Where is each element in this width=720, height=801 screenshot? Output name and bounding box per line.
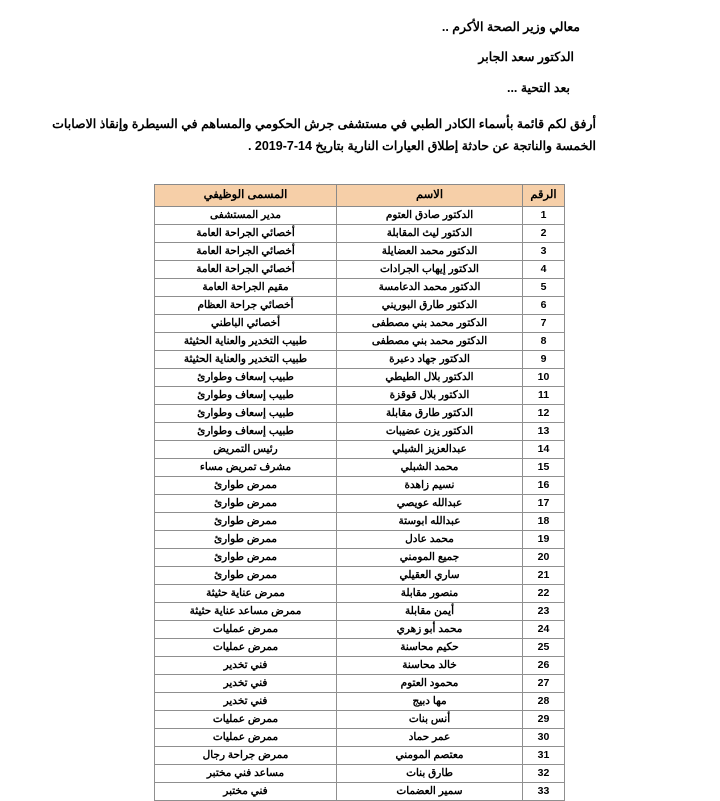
cell-job-title: ممرض جراحة رجال: [155, 746, 337, 764]
cell-job-title: فني تخدير: [155, 692, 337, 710]
cell-name: الدكتور بلال قوقزة: [337, 386, 523, 404]
cell-name: الدكتور محمد الدعامسة: [337, 278, 523, 296]
cell-job-title: مساعد فني مختبر: [155, 764, 337, 782]
cell-number: 3: [523, 242, 565, 260]
table-row: [155, 584, 565, 602]
table-header-row: [155, 184, 565, 206]
letter-line-greeting: بعد التحية ...: [506, 80, 570, 95]
table-row: [155, 530, 565, 548]
cell-job-title: ممرض عمليات: [155, 638, 337, 656]
cell-job-title: مقيم الجراحة العامة: [155, 278, 337, 296]
cell-job-title: ممرض طوارئ: [155, 530, 337, 548]
cell-name: الدكتور يزن عضيبات: [337, 422, 523, 440]
cell-job-title: طبيب إسعاف وطوارئ: [155, 422, 337, 440]
table-row: [155, 602, 565, 620]
cell-job-title: رئيس التمريض: [155, 440, 337, 458]
table-body: [155, 206, 565, 800]
table-row: [155, 764, 565, 782]
table-row: [155, 656, 565, 674]
cell-name: الدكتور محمد بني مصطفى: [337, 314, 523, 332]
table-row: [155, 710, 565, 728]
cell-name: الدكتور محمد العضايلة: [337, 242, 523, 260]
cell-name: الدكتور جهاد دعبرة: [337, 350, 523, 368]
cell-number: 29: [523, 710, 565, 728]
table-row: [155, 422, 565, 440]
column-header-name: الاسم: [337, 184, 523, 206]
cell-number: 30: [523, 728, 565, 746]
table-row: [155, 278, 565, 296]
table-header: [155, 184, 565, 206]
table-row: [155, 512, 565, 530]
cell-number: 26: [523, 656, 565, 674]
table-row: [155, 296, 565, 314]
table-row: [155, 548, 565, 566]
cell-number: 22: [523, 584, 565, 602]
cell-job-title: ممرض طوارئ: [155, 512, 337, 530]
cell-job-title: أخصائي الباطني: [155, 314, 337, 332]
cell-job-title: مشرف تمريض مساء: [155, 458, 337, 476]
cell-job-title: طبيب إسعاف وطوارئ: [155, 386, 337, 404]
roster-table-container: [155, 184, 565, 801]
cell-name: معتصم المومني: [337, 746, 523, 764]
cell-name: الدكتور إيهاب الجرادات: [337, 260, 523, 278]
table-row: [155, 242, 565, 260]
cell-number: 20: [523, 548, 565, 566]
cell-name: أيمن مقابلة: [337, 602, 523, 620]
cell-job-title: ممرض عناية حثيثة: [155, 584, 337, 602]
cell-number: 12: [523, 404, 565, 422]
cell-name: ساري العقيلي: [337, 566, 523, 584]
cell-number: 7: [523, 314, 565, 332]
cell-job-title: أخصائي جراحة العظام: [155, 296, 337, 314]
column-header-title: المسمى الوظيفي: [155, 184, 337, 206]
table-row: [155, 692, 565, 710]
cell-name: عبدالله عويصي: [337, 494, 523, 512]
cell-name: مها دبيج: [337, 692, 523, 710]
cell-name: محمد أبو زهري: [337, 620, 523, 638]
cell-name: الدكتور ليث المقابلة: [337, 224, 523, 242]
cell-number: 18: [523, 512, 565, 530]
table-row: [155, 620, 565, 638]
cell-number: 5: [523, 278, 565, 296]
table-row: [155, 368, 565, 386]
cell-number: 28: [523, 692, 565, 710]
table-row: [155, 386, 565, 404]
table-row: [155, 494, 565, 512]
cell-number: 33: [523, 782, 565, 800]
cell-job-title: ممرض طوارئ: [155, 548, 337, 566]
cell-number: 8: [523, 332, 565, 350]
table-row: [155, 440, 565, 458]
cell-job-title: طبيب إسعاف وطوارئ: [155, 404, 337, 422]
table-row: [155, 728, 565, 746]
cell-name: عبدالله ابوستة: [337, 512, 523, 530]
letter-heading: [28, 18, 692, 98]
cell-job-title: أخصائي الجراحة العامة: [155, 242, 337, 260]
cell-name: طارق بنات: [337, 764, 523, 782]
cell-number: 16: [523, 476, 565, 494]
cell-name: عمر حماد: [337, 728, 523, 746]
cell-job-title: أخصائي الجراحة العامة: [155, 224, 337, 242]
cell-number: 19: [523, 530, 565, 548]
cell-job-title: فني تخدير: [155, 674, 337, 692]
table-row: [155, 458, 565, 476]
cell-name: خالد محاسنة: [337, 656, 523, 674]
cell-number: 25: [523, 638, 565, 656]
cell-number: 2: [523, 224, 565, 242]
cell-job-title: فني مختبر: [155, 782, 337, 800]
cell-job-title: ممرض عمليات: [155, 620, 337, 638]
table-row: [155, 476, 565, 494]
cell-number: 24: [523, 620, 565, 638]
cell-name: حكيم محاسنة: [337, 638, 523, 656]
cell-name: الدكتور صادق العتوم: [337, 206, 523, 224]
cell-number: 11: [523, 386, 565, 404]
cell-name: سمير العضمات: [337, 782, 523, 800]
table-row: [155, 638, 565, 656]
cell-job-title: ممرض عمليات: [155, 728, 337, 746]
cell-job-title: ممرض طوارئ: [155, 494, 337, 512]
table-row: [155, 350, 565, 368]
cell-number: 6: [523, 296, 565, 314]
cell-job-title: أخصائي الجراحة العامة: [155, 260, 337, 278]
table-row: [155, 314, 565, 332]
letter-body-paragraph: أرفق لكم قائمة بأسماء الكادر الطبي في مستشفى جرش الحكومي والمساهم في السيطرة وإنقاذ الاصابات الخمسة والناتجة عن حادثة إطلاق العيارات النارية بتاريخ 14-7-2019 .: [52, 117, 596, 153]
cell-name: أنس بنات: [337, 710, 523, 728]
cell-number: 1: [523, 206, 565, 224]
cell-number: 27: [523, 674, 565, 692]
cell-job-title: ممرض مساعد عناية حثيثة: [155, 602, 337, 620]
letter-line-minister: معالي وزير الصحة الأكرم ..: [441, 20, 580, 34]
cell-job-title: طبيب التخدير والعناية الحثيثة: [155, 332, 337, 350]
cell-number: 15: [523, 458, 565, 476]
table-row: [155, 332, 565, 350]
roster-table: [154, 184, 565, 801]
table-row: [155, 674, 565, 692]
cell-name: الدكتور طارق البوريني: [337, 296, 523, 314]
cell-job-title: ممرض عمليات: [155, 710, 337, 728]
table-row: [155, 224, 565, 242]
cell-name: نسيم زاهدة: [337, 476, 523, 494]
cell-job-title: طبيب إسعاف وطوارئ: [155, 368, 337, 386]
cell-name: الدكتور بلال الطيطي: [337, 368, 523, 386]
cell-job-title: ممرض طوارئ: [155, 476, 337, 494]
cell-number: 32: [523, 764, 565, 782]
cell-number: 17: [523, 494, 565, 512]
table-row: [155, 404, 565, 422]
cell-number: 31: [523, 746, 565, 764]
cell-name: محمد عادل: [337, 530, 523, 548]
cell-job-title: ممرض طوارئ: [155, 566, 337, 584]
cell-name: عبدالعزيز الشبلي: [337, 440, 523, 458]
table-row: [155, 260, 565, 278]
column-header-number: الرقم: [523, 184, 565, 206]
table-row: [155, 206, 565, 224]
cell-number: 23: [523, 602, 565, 620]
cell-number: 10: [523, 368, 565, 386]
cell-name: جميع المومني: [337, 548, 523, 566]
letter-line-name: الدكتور سعد الجابر: [478, 50, 574, 65]
cell-job-title: مدير المستشفى: [155, 206, 337, 224]
cell-number: 4: [523, 260, 565, 278]
cell-job-title: طبيب التخدير والعناية الحثيثة: [155, 350, 337, 368]
cell-name: منصور مقابلة: [337, 584, 523, 602]
table-row: [155, 782, 565, 800]
cell-name: الدكتور محمد بني مصطفى: [337, 332, 523, 350]
cell-name: محمود العتوم: [337, 674, 523, 692]
cell-number: 14: [523, 440, 565, 458]
cell-job-title: فني تخدير: [155, 656, 337, 674]
table-row: [155, 746, 565, 764]
table-row: [155, 566, 565, 584]
cell-name: الدكتور طارق مقابلة: [337, 404, 523, 422]
cell-name: محمد الشبلي: [337, 458, 523, 476]
cell-number: 9: [523, 350, 565, 368]
cell-number: 21: [523, 566, 565, 584]
cell-number: 13: [523, 422, 565, 440]
